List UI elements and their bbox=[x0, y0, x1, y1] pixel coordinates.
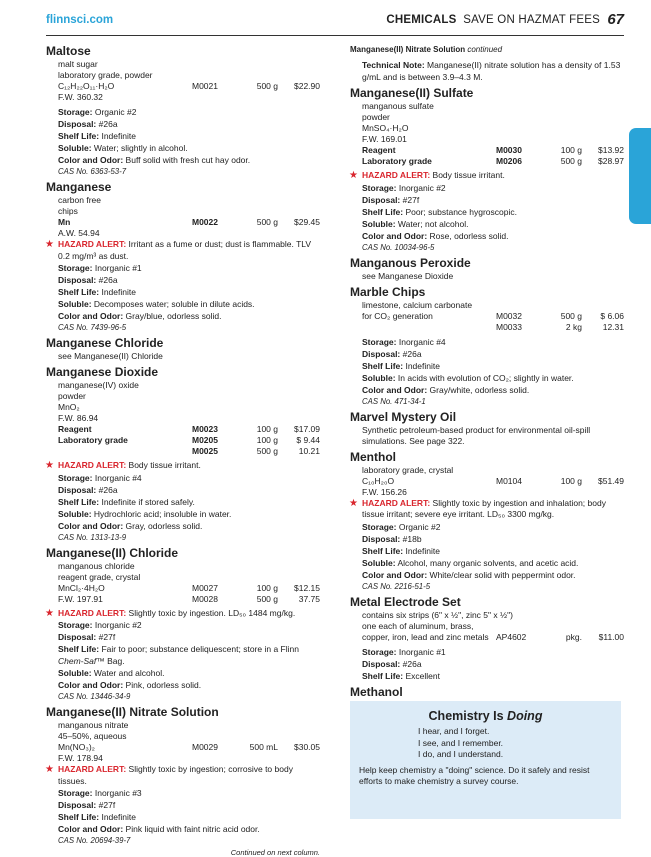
star-icon: ★ bbox=[45, 607, 54, 619]
entry-manganese-dioxide: Manganese Dioxide manganese(IV) oxide powder MnO₂ F.W. 86.94 Reagent M0023 100 g $17.09 Laboratory grade M0205 100 g $ 9.44 M0025 500 g 10.21 ★ HAZARD ALERT: Body tissue irritant. Storage: Inorganic #4 Disposal: #26a Shelf Life: Indefinite if stored safely. Soluble: Hydrochloric acid; insoluble in water. Color and Odor: Gray, odorless solid. CAS No. 1313-13-9 bbox=[45, 365, 320, 542]
cas-number: CAS No. 6363-53-7 bbox=[58, 167, 127, 176]
entry-title: Methanol bbox=[350, 684, 403, 699]
box-paragraph: Help keep chemistry a "doing" science. Do it safely and resist efforts to make chemistry a survey course. bbox=[359, 764, 590, 786]
entry-title: Manganese Chloride bbox=[46, 336, 164, 350]
hazard-alert: ★ HAZARD ALERT: Slightly toxic by ingestion and inhalation; body tissue irritant; severe eye irritant. LD₅₀ 3300 mg/kg. bbox=[349, 497, 606, 519]
product-row: Reagent M0030 100 g $13.92 bbox=[362, 145, 624, 155]
entry-marble-chips: Marble Chips limestone, calcium carbonate for CO₂ generation M0032 500 g $ 6.06 M0033 2 kg 12.31 Storage: Inorganic #4 Disposal: #26a Shelf Life: Indefinite Soluble: In acids with evolution of CO₂; slightly in water. Color and Odor: Gray/white, odorless solid. CAS No. 471-34-1 bbox=[350, 284, 624, 406]
hazard-alert: ★ HAZARD ALERT: Slightly toxic by ingestion. LD₅₀ 1484 mg/kg. bbox=[45, 607, 296, 619]
product-row: Mn M0022 500 g $29.45 bbox=[58, 217, 320, 227]
entry-title: Menthol bbox=[350, 449, 396, 464]
product-row: Laboratory grade M0206 500 g $28.97 bbox=[362, 156, 624, 166]
product-row: F.W. 197.91 M0028 500 g 37.75 bbox=[58, 593, 320, 604]
product-row: C₁₀H₂₀O M0104 100 g $51.49 bbox=[362, 475, 624, 486]
continued-header: Manganese(II) Nitrate Solution continued bbox=[350, 45, 503, 54]
cas-number: CAS No. 20694-39-7 bbox=[58, 836, 131, 845]
section-title: CHEMICALS SAVE ON HAZMAT FEES bbox=[386, 14, 600, 26]
entry-manganese: Manganese carbon free chips Mn M0022 500 g $29.45 A.W. 54.94 ★ HAZARD ALERT: Irritant as a fume or dust; dust is flammable. TLV 0.2 mg/m³ as dust. Storage: Inorganic #1 Disposal: #26a Shelf Life: Indefinite Soluble: Decomposes water; soluble in dilute acids. Color and Odor: Gray/blue, odorless solid. CAS No. 7439-96-5 bbox=[45, 180, 320, 332]
hazard-alert: ★ HAZARD ALERT: Irritant as a fume or dust; dust is flammable. TLV 0.2 mg/m³ as dust. bbox=[45, 239, 312, 261]
hazard-alert: ★ HAZARD ALERT: Slightly toxic by ingestion; corrosive to body tissues. bbox=[45, 764, 293, 786]
entry-title: Manganese(II) Nitrate Solution bbox=[46, 705, 219, 719]
entry-title: Marble Chips bbox=[350, 284, 426, 299]
product-description: Synthetic petroleum-based product for environmental oil-spill simulations. See page 322. bbox=[362, 424, 591, 446]
star-icon: ★ bbox=[45, 764, 54, 775]
product-row: C₁₂H₂₂O₁₁·H₂O M0021 500 g $22.90 bbox=[58, 81, 320, 91]
hazard-alert: ★ HAZARD ALERT: Body tissue irritant. bbox=[45, 460, 201, 471]
star-icon: ★ bbox=[45, 460, 54, 471]
cas-number: CAS No. 13446-34-9 bbox=[58, 692, 131, 701]
product-row: Reagent M0023 100 g $17.09 bbox=[58, 424, 320, 434]
entry-title: Manganese Dioxide bbox=[46, 365, 159, 379]
hazard-alert: ★ HAZARD ALERT: Body tissue irritant. bbox=[349, 170, 505, 181]
entry-title: Maltose bbox=[46, 44, 91, 58]
entry-menthol: Menthol laboratory grade, crystal C₁₀H₂₀O M0104 100 g $51.49 F.W. 156.26 ★ HAZARD ALERT: Slightly toxic by ingestion and inhalation; body tissue irritant; severe eye irritant. LD₅₀ 3300 mg/kg. Storage: Organic #2 Disposal: #18b Shelf Life: Indefinite Soluble: Alcohol, many organic solvents, and acetic acid. Color and Odor: White/clear solid with peppermint odor. CAS No. 2216-51-5 bbox=[349, 449, 624, 591]
entry-manganese-ii-sulfate: Manganese(II) Sulfate manganous sulfate powder MnSO₄·H₂O F.W. 169.01 Reagent M0030 100 g $13.92 Laboratory grade M0206 500 g $28.97 ★ HAZARD ALERT: Body tissue irritant. Storage: Inorganic #2 Disposal: #27f Shelf Life: Poor; substance hygroscopic. Soluble: Water; not alcohol. Color and Odor: Rose, odorless solid. CAS No. 10034-96-5 bbox=[349, 86, 624, 252]
cas-number: CAS No. 2216-51-5 bbox=[362, 581, 431, 591]
cas-number: CAS No. 1313-13-9 bbox=[58, 532, 127, 542]
entry-manganese-chloride bbox=[46, 336, 320, 362]
cas-number: CAS No. 7439-96-5 bbox=[58, 323, 127, 332]
box-title: Chemistry Is Doing bbox=[428, 709, 543, 723]
right-column bbox=[350, 44, 624, 711]
product-row: Laboratory grade M0205 100 g $ 9.44 bbox=[58, 435, 320, 445]
entry-title: Manganous Peroxide bbox=[350, 255, 471, 270]
header-rule bbox=[46, 35, 624, 36]
left-column bbox=[46, 44, 320, 857]
entry-title: Manganese bbox=[46, 180, 112, 194]
side-tab bbox=[629, 128, 651, 224]
star-icon: ★ bbox=[349, 497, 358, 509]
cas-number: CAS No. 10034-96-5 bbox=[362, 242, 435, 252]
cas-number: CAS No. 471-34-1 bbox=[362, 396, 426, 406]
entry-manganese-ii-nitrate: Manganese(II) Nitrate Solution manganous nitrate 45–50%, aqueous Mn(NO₃)₂ M0029 500 mL $30.05 F.W. 178.94 ★ HAZARD ALERT: Slightly toxic by ingestion; corrosive to body tissues. Storage: Inorganic #3 Disposal: #27f Shelf Life: Indefinite Color and Odor: Pink liquid with faint nitric acid odor. CAS No. 20694-39-7 Continued on next column. bbox=[45, 705, 320, 857]
see-reference[interactable]: see Manganese Dioxide bbox=[362, 270, 454, 281]
page-number: 67 bbox=[607, 11, 624, 28]
entry-maltose: Maltose malt sugar laboratory grade, powder C₁₂H₂₂O₁₁·H₂O M0021 500 g $22.90 F.W. 360.32 Storage: Organic #2 Disposal: #26a Shelf Life: Indefinite Soluble: Water; slightly in alcohol. Color and Odor: Buff solid with fresh cut hay odor. CAS No. 6363-53-7 bbox=[46, 44, 320, 176]
entry-marvel-mystery-oil bbox=[350, 410, 624, 447]
star-icon: ★ bbox=[349, 170, 358, 181]
entry-title: Manganese(II) Chloride bbox=[46, 545, 179, 560]
page-header bbox=[46, 10, 624, 32]
continued-note: Continued on next column. bbox=[230, 848, 320, 857]
entry-metal-electrode-set: Metal Electrode Set contains six strips (6" x ½", zinc 5" x ½") one each of aluminum, brass, copper, iron, lead and zinc metals AP4602 pkg. $11.00 Storage: Inorganic #1 Disposal: #26a Shelf Life: Excellent bbox=[350, 594, 624, 681]
star-icon: ★ bbox=[45, 239, 54, 250]
product-row: copper, iron, lead and zinc metals AP4602 pkg. $11.00 bbox=[362, 631, 624, 642]
technical-note: Technical Note: Manganese(II) nitrate solution has a density of 1.53 g/mL and is between 3.9–4.3 M. bbox=[362, 60, 621, 82]
product-row: MnCl₂·4H₂O M0027 100 g $12.15 bbox=[58, 582, 320, 593]
product-row: Mn(NO₃)₂ M0029 500 mL $30.05 bbox=[58, 742, 320, 752]
product-row: M0033 2 kg 12.31 bbox=[496, 321, 624, 332]
entry-title: Marvel Mystery Oil bbox=[350, 409, 457, 424]
entry-title: Manganese(II) Sulfate bbox=[350, 86, 474, 100]
entry-manganese-ii-chloride: Manganese(II) Chloride manganous chloride reagent grade, crystal MnCl₂·4H₂O M0027 100 g $12.15 F.W. 197.91 M0028 500 g 37.75 ★ HAZARD ALERT: Slightly toxic by ingestion. LD₅₀ 1484 mg/kg. Storage: Inorganic #2 Disposal: #27f Shelf Life: Fair to poor; substance deliquescent; store in a Flinn Chem-Saf™ Bag. Soluble: Water and alcohol. Color and Odor: Pink, odorless solid. CAS No. 13446-34-9 bbox=[45, 545, 320, 701]
product-row: M0025 500 g 10.21 bbox=[192, 446, 320, 456]
product-row: for CO₂ generation M0032 500 g $ 6.06 bbox=[362, 310, 624, 321]
see-reference[interactable]: see Manganese(II) Chloride bbox=[58, 351, 163, 361]
entry-manganous-peroxide bbox=[350, 256, 624, 282]
entry-title: Metal Electrode Set bbox=[350, 594, 461, 609]
site-url[interactable]: flinnsci.com bbox=[46, 14, 114, 26]
chemistry-is-doing-box: Chemistry Is Doing I hear, and I forget. I see, and I remember. I do, and I understand. Help keep chemistry a "doing" science. Do it safely and resist efforts to make chemistry a survey course. bbox=[350, 701, 621, 819]
